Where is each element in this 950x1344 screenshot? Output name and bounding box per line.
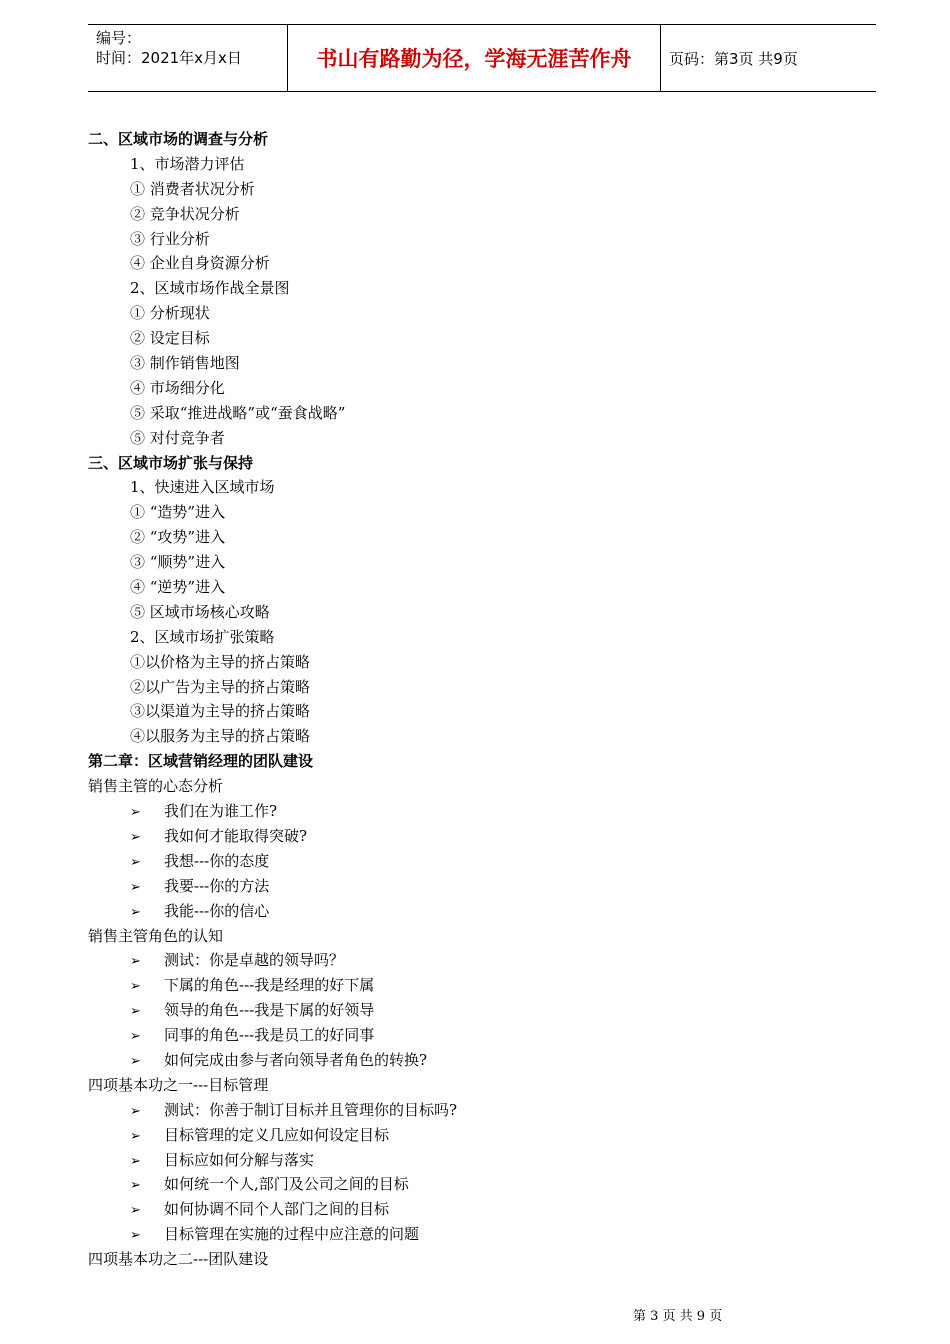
line-text: 目标管理在实施的过程中应注意的问题 xyxy=(164,1225,420,1244)
text-line xyxy=(88,326,876,351)
line-text: 我如何才能取得突破? xyxy=(164,826,308,845)
line-text: 目标应如何分解与落实 xyxy=(164,1150,315,1169)
text-line xyxy=(88,575,876,600)
bullet-item xyxy=(88,899,876,924)
bullet-item xyxy=(88,824,876,849)
section-heading xyxy=(88,451,876,476)
bullet-item xyxy=(88,1048,876,1073)
arrow-bullet-icon: ➢ xyxy=(130,1053,141,1069)
bullet-item xyxy=(88,948,876,973)
document-body xyxy=(88,127,876,1272)
line-text: ② 设定目标 xyxy=(130,329,210,348)
line-text: 如何完成由参与者向领导者角色的转换? xyxy=(164,1050,428,1069)
header-page-info: 页码：第3页 共9页 xyxy=(669,49,798,68)
text-line xyxy=(88,376,876,401)
text-line xyxy=(88,202,876,227)
line-text: 四项基本功之二---团队建设 xyxy=(88,1250,269,1269)
line-text: 我想---你的态度 xyxy=(164,851,270,870)
line-text: 目标管理的定义几应如何设定目标 xyxy=(164,1125,390,1144)
line-text: 我要---你的方法 xyxy=(164,876,270,895)
bullet-item xyxy=(88,799,876,824)
line-text: ② 竞争状况分析 xyxy=(130,204,240,223)
line-text: ③ “顺势”进入 xyxy=(130,553,226,572)
text-line xyxy=(88,625,876,650)
page-footer: 第 3 页 共 9 页 xyxy=(633,1309,723,1324)
line-text: 同事的角色---我是员工的好同事 xyxy=(164,1026,375,1045)
bullet-item xyxy=(88,1023,876,1048)
text-line xyxy=(88,525,876,550)
line-text: ① 消费者状况分析 xyxy=(130,179,255,198)
line-text: ② “攻势”进入 xyxy=(130,528,226,547)
text-line xyxy=(88,351,876,376)
line-text: 2、区域市场扩张策略 xyxy=(130,627,275,646)
arrow-bullet-icon: ➢ xyxy=(130,954,141,970)
text-line xyxy=(88,426,876,451)
line-text: 第二章：区域营销经理的团队建设 xyxy=(88,752,314,771)
arrow-bullet-icon: ➢ xyxy=(130,829,141,845)
line-text: ③以渠道为主导的挤占策略 xyxy=(130,702,311,721)
header-motto-cell xyxy=(288,25,661,91)
arrow-bullet-icon: ➢ xyxy=(130,879,141,895)
text-line xyxy=(88,401,876,426)
line-text: 2、区域市场作战全景图 xyxy=(130,279,290,298)
text-line xyxy=(88,650,876,675)
header-motto: 书山有路勤为径，学海无涯苦作舟 xyxy=(316,47,632,71)
line-text: 下属的角色---我是经理的好下属 xyxy=(164,976,375,995)
bullet-item xyxy=(88,1123,876,1148)
text-line xyxy=(88,301,876,326)
text-line xyxy=(88,177,876,202)
line-text: ④ “逆势”进入 xyxy=(130,578,226,597)
arrow-bullet-icon: ➢ xyxy=(130,1228,141,1244)
text-line xyxy=(88,550,876,575)
bullet-item xyxy=(88,1222,876,1247)
line-text: 测试：你是卓越的领导吗？ xyxy=(164,951,345,970)
text-line xyxy=(88,276,876,301)
text-line xyxy=(88,475,876,500)
line-text: ③ 制作销售地图 xyxy=(130,354,240,373)
line-text: ① 分析现状 xyxy=(130,304,210,323)
section-heading xyxy=(88,127,876,152)
line-text: ①以价格为主导的挤占策略 xyxy=(130,652,311,671)
arrow-bullet-icon: ➢ xyxy=(130,805,141,821)
bullet-item xyxy=(88,874,876,899)
text-line xyxy=(88,1247,876,1272)
text-line xyxy=(88,924,876,949)
line-text: 销售主管角色的认知 xyxy=(88,926,224,945)
header-meta-cell xyxy=(88,25,288,91)
arrow-bullet-icon: ➢ xyxy=(130,1029,141,1045)
line-text: ④ 市场细分化 xyxy=(130,378,225,397)
line-text: 三、区域市场扩张与保持 xyxy=(88,453,254,472)
bullet-item xyxy=(88,1172,876,1197)
line-text: 我能---你的信心 xyxy=(164,901,270,920)
line-text: ②以广告为主导的挤占策略 xyxy=(130,677,311,696)
bullet-item xyxy=(88,849,876,874)
arrow-bullet-icon: ➢ xyxy=(130,1178,141,1194)
arrow-bullet-icon: ➢ xyxy=(130,1004,141,1020)
arrow-bullet-icon: ➢ xyxy=(130,979,141,995)
line-text: ① “造势”进入 xyxy=(130,503,226,522)
line-text: 领导的角色---我是下属的好领导 xyxy=(164,1001,375,1020)
arrow-bullet-icon: ➢ xyxy=(130,1153,141,1169)
text-line xyxy=(88,724,876,749)
bullet-item xyxy=(88,1197,876,1222)
arrow-bullet-icon: ➢ xyxy=(130,854,141,870)
text-line xyxy=(88,152,876,177)
arrow-bullet-icon: ➢ xyxy=(130,1128,141,1144)
text-line xyxy=(88,774,876,799)
line-text: 如何统一个人,部门及公司之间的目标 xyxy=(164,1175,409,1194)
bullet-item xyxy=(88,1098,876,1123)
bullet-item xyxy=(88,1148,876,1173)
line-text: 我们在为谁工作? xyxy=(164,802,278,821)
line-text: ④ 企业自身资源分析 xyxy=(130,254,270,273)
text-line xyxy=(88,251,876,276)
line-text: 1、市场潜力评估 xyxy=(130,154,245,173)
line-text: ③ 行业分析 xyxy=(130,229,210,248)
line-text: 如何协调不同个人部门之间的目标 xyxy=(164,1200,390,1219)
line-text: 1、快速进入区域市场 xyxy=(130,478,275,497)
line-text: ⑤ 区域市场核心攻略 xyxy=(130,602,270,621)
arrow-bullet-icon: ➢ xyxy=(130,1103,141,1119)
line-text: ⑤ 采取“推进战略”或“蚕食战略” xyxy=(130,403,346,422)
section-heading xyxy=(88,749,876,774)
text-line xyxy=(88,699,876,724)
document-time-label: 时间：2021年x月x日 xyxy=(96,49,242,67)
text-line xyxy=(88,227,876,252)
line-text: 二、区域市场的调查与分析 xyxy=(88,130,269,148)
document-number-label: 编号： xyxy=(96,29,142,47)
line-text: ④以服务为主导的挤占策略 xyxy=(130,727,311,746)
line-text: 销售主管的心态分析 xyxy=(88,777,224,796)
bullet-item xyxy=(88,998,876,1023)
text-line xyxy=(88,1073,876,1098)
line-text: 四项基本功之一---目标管理 xyxy=(88,1075,269,1094)
line-text: 测试：你善于制订目标并且管理你的目标吗? xyxy=(164,1100,458,1119)
arrow-bullet-icon: ➢ xyxy=(130,904,141,920)
bullet-item xyxy=(88,973,876,998)
arrow-bullet-icon: ➢ xyxy=(130,1203,141,1219)
text-line xyxy=(88,600,876,625)
page-header xyxy=(88,24,876,92)
line-text: ⑤ 对付竞争者 xyxy=(130,428,225,447)
text-line xyxy=(88,500,876,525)
text-line xyxy=(88,675,876,700)
